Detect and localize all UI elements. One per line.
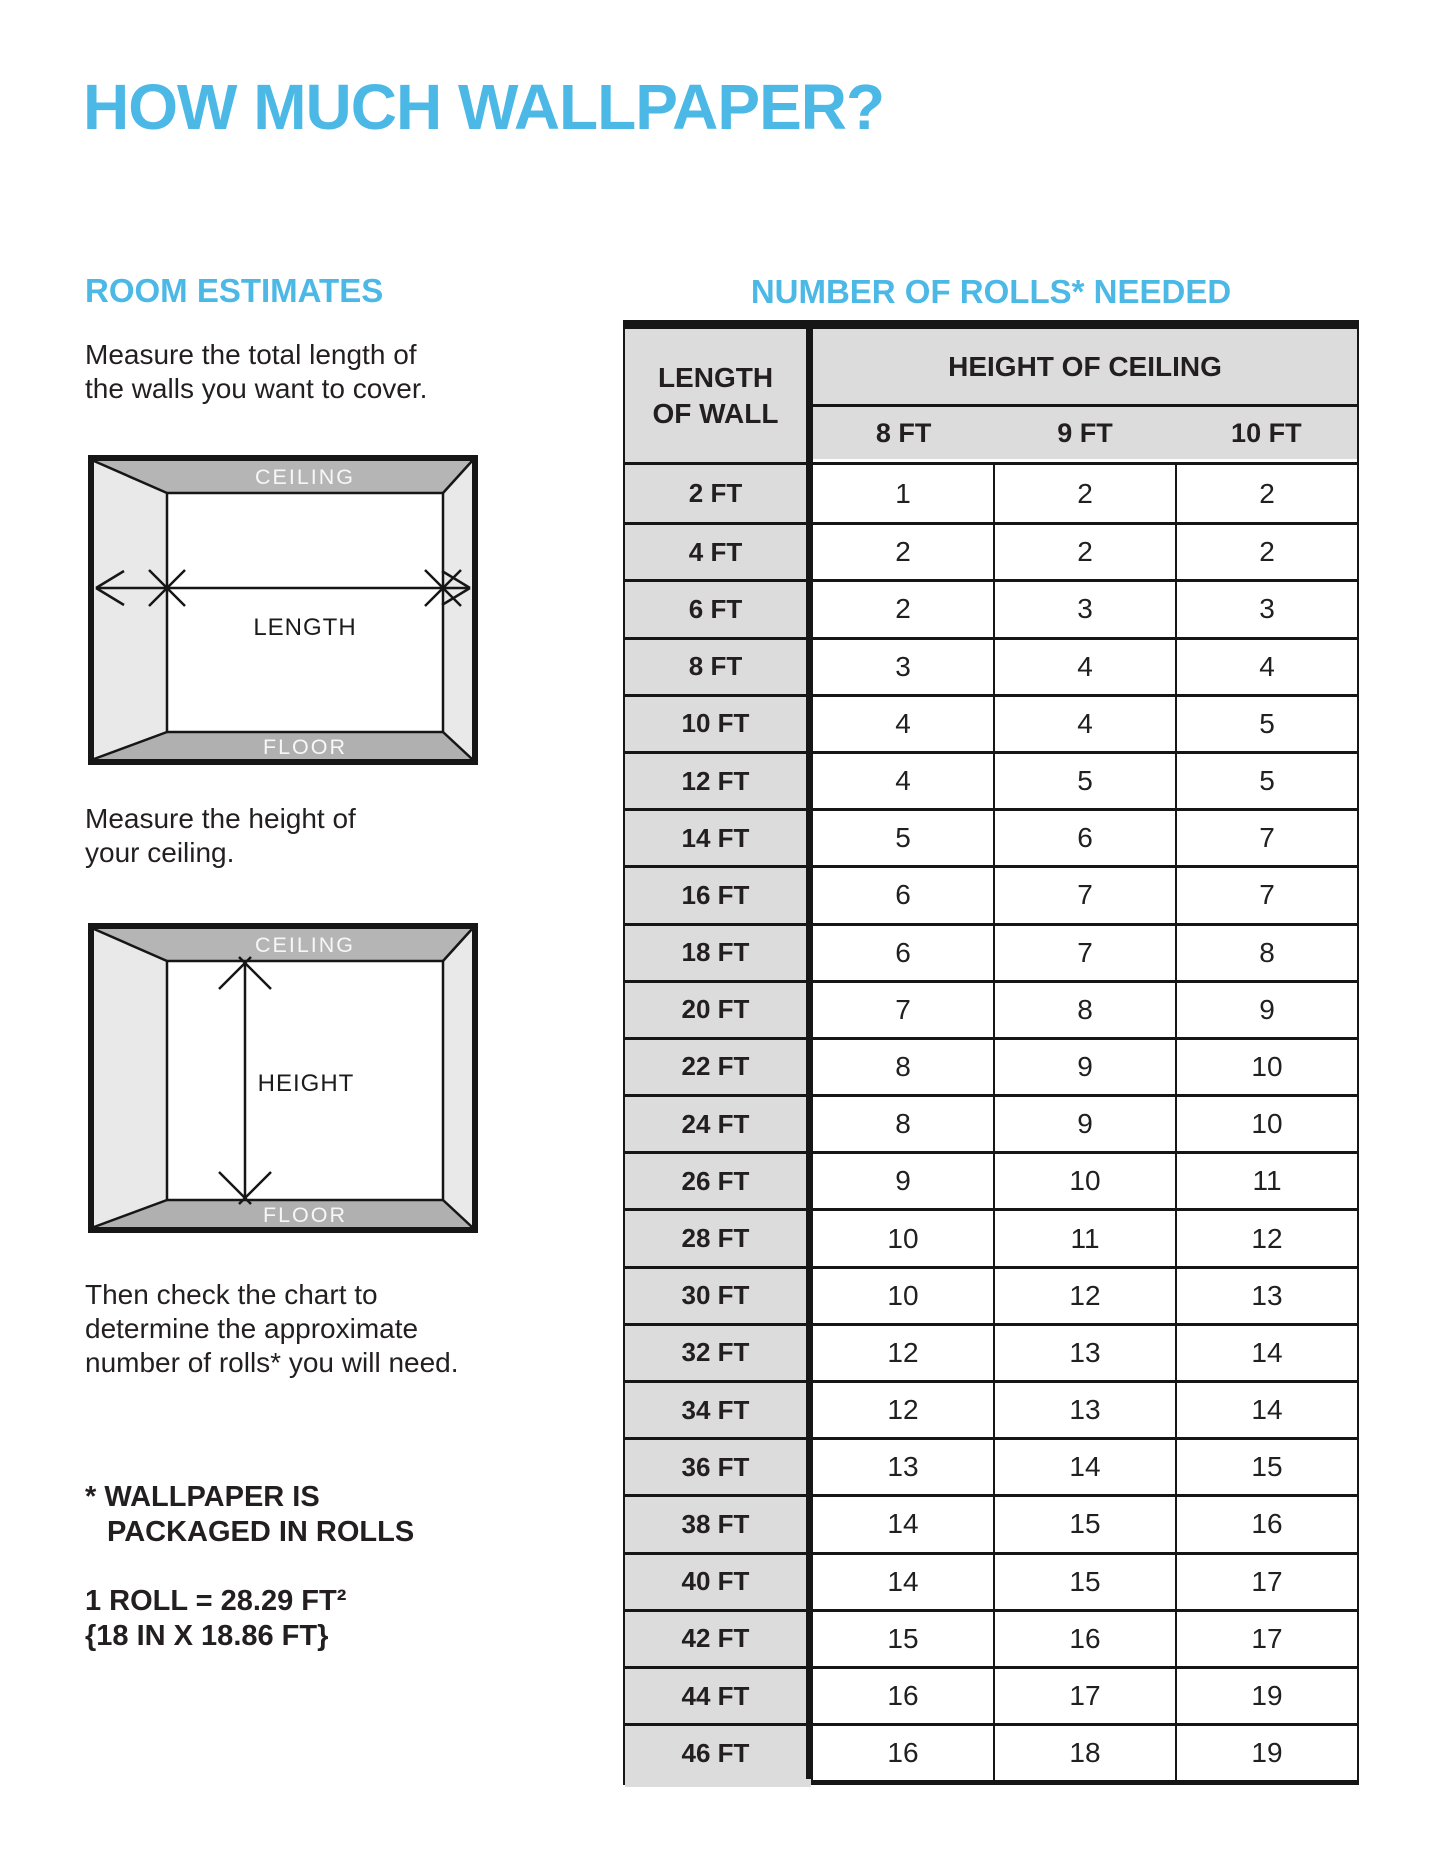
table-row: [625, 1094, 1357, 1151]
rolls-value-cell: 5: [993, 754, 1175, 808]
rolls-value-cell: 2: [1175, 525, 1357, 579]
rolls-value-cell: 12: [1175, 1211, 1357, 1265]
rolls-value-cell: 13: [887, 1451, 919, 1483]
rolls-value-cell: 2: [993, 465, 1175, 522]
wall-length-cell: 46 FT: [625, 1726, 813, 1780]
wall-length-cell: 32 FT: [625, 1326, 813, 1380]
paragraph-line: the walls you want to cover.: [85, 373, 428, 404]
wall-length-cell: 12 FT: [625, 754, 813, 808]
rolls-value-cell: 9: [993, 1040, 1175, 1094]
measure-height-paragraph: [85, 802, 356, 870]
table-row: [625, 865, 1357, 922]
height-of-ceiling-header: HEIGHT OF CEILING: [813, 329, 1357, 407]
room-height-diagram: [88, 923, 478, 1233]
ceiling-label: CEILING: [254, 933, 356, 957]
rolls-value-cell: 4: [895, 707, 911, 739]
table-row: [625, 1437, 1357, 1494]
rolls-value-cell: 2: [895, 593, 911, 625]
header-line: OF WALL: [652, 397, 779, 429]
table-body: [623, 462, 1359, 1785]
rolls-value-cell: 19: [1175, 1669, 1357, 1723]
column-header-10ft: 10 FT: [1231, 417, 1302, 448]
wall-length-cell: 34 FT: [625, 1383, 813, 1437]
table-row: [625, 694, 1357, 751]
rolls-value-cell: 3: [993, 582, 1175, 636]
height-label: HEIGHT: [257, 1070, 355, 1097]
wall-length-cell: 36 FT: [625, 1440, 813, 1494]
rolls-value-cell: 19: [1175, 1726, 1357, 1780]
table-row: [625, 923, 1357, 980]
wall-length-cell: 4 FT: [625, 525, 813, 579]
rolls-value-cell: 2: [993, 525, 1175, 579]
table-row: [625, 1723, 1357, 1780]
paragraph-line: determine the approximate: [85, 1313, 419, 1344]
rolls-value-cell: 6: [895, 879, 911, 911]
back-wall-panel: [167, 493, 443, 732]
wall-length-cell: 44 FT: [625, 1669, 813, 1723]
rolls-value-cell: 11: [993, 1211, 1175, 1265]
wall-length-cell: 42 FT: [625, 1612, 813, 1666]
rolls-value-cell: 3: [895, 650, 911, 682]
rolls-value-cell: 9: [1175, 983, 1357, 1037]
rolls-value-cell: 10: [887, 1279, 919, 1311]
rolls-value-cell: 16: [993, 1612, 1175, 1666]
rolls-value-cell: 7: [993, 926, 1175, 980]
table-header: [623, 329, 1359, 462]
column-header-8ft: 8 FT: [875, 417, 932, 448]
rolls-value-cell: 10: [1175, 1040, 1357, 1094]
table-row: [625, 1494, 1357, 1551]
wall-length-cell: 40 FT: [625, 1555, 813, 1609]
table-row: [625, 1552, 1357, 1609]
rolls-value-cell: 8: [895, 1108, 911, 1140]
table-row: [625, 1037, 1357, 1094]
table-bottom-tab: [625, 1779, 811, 1787]
rolls-value-cell: 14: [887, 1565, 919, 1597]
wall-length-cell: 8 FT: [625, 640, 813, 694]
rolls-value-cell: 4: [895, 765, 911, 797]
rolls-value-cell: 13: [993, 1383, 1175, 1437]
table-row: [625, 1208, 1357, 1265]
rolls-value-cell: 12: [887, 1336, 919, 1368]
rolls-value-cell: 13: [1175, 1269, 1357, 1323]
rolls-value-cell: 12: [887, 1394, 919, 1426]
rolls-value-cell: 17: [1175, 1612, 1357, 1666]
rolls-value-cell: 15: [1175, 1440, 1357, 1494]
rolls-value-cell: 12: [993, 1269, 1175, 1323]
table-row: [625, 980, 1357, 1037]
rolls-value-cell: 15: [993, 1555, 1175, 1609]
rolls-value-cell: 8: [993, 983, 1175, 1037]
rolls-value-cell: 7: [1175, 868, 1357, 922]
wall-length-cell: 20 FT: [625, 983, 813, 1037]
floor-label: FLOOR: [262, 735, 348, 759]
rolls-value-cell: 10: [993, 1154, 1175, 1208]
table-row: [625, 1151, 1357, 1208]
rolls-table: [623, 320, 1359, 1785]
rolls-value-cell: 11: [1175, 1154, 1357, 1208]
rolls-value-cell: 14: [1175, 1383, 1357, 1437]
rolls-value-cell: 8: [895, 1050, 911, 1082]
room-length-diagram: [88, 455, 478, 765]
page-title: HOW MUCH WALLPAPER?: [83, 71, 885, 143]
ceiling-header-group: [813, 329, 1357, 462]
table-row: [625, 808, 1357, 865]
wall-length-cell: 38 FT: [625, 1497, 813, 1551]
rolls-value-cell: 2: [1175, 465, 1357, 522]
rolls-value-cell: 4: [993, 697, 1175, 751]
table-row: [625, 751, 1357, 808]
rolls-value-cell: 4: [993, 640, 1175, 694]
roll-size-note: [85, 1584, 346, 1654]
check-chart-paragraph: [85, 1278, 459, 1380]
rolls-value-cell: 17: [993, 1669, 1175, 1723]
wall-length-cell: 2 FT: [625, 465, 813, 522]
measure-length-paragraph: [85, 338, 427, 406]
rolls-value-cell: 1: [895, 477, 911, 509]
table-row: [625, 637, 1357, 694]
right-wall-panel: [443, 929, 472, 1227]
table-row: [625, 1609, 1357, 1666]
wall-length-cell: 6 FT: [625, 582, 813, 636]
rolls-value-cell: 5: [1175, 697, 1357, 751]
footnote-line: * WALLPAPER IS: [85, 1481, 320, 1513]
rolls-value-cell: 16: [1175, 1497, 1357, 1551]
rolls-value-cell: 7: [993, 868, 1175, 922]
footnote-line: PACKAGED IN ROLLS: [107, 1516, 415, 1548]
roll-dimensions: {18 IN X 18.86 FT}: [85, 1620, 329, 1652]
table-row: [625, 522, 1357, 579]
wall-length-cell: 16 FT: [625, 868, 813, 922]
rolls-value-cell: 6: [993, 811, 1175, 865]
ceiling-height-subheaders: [813, 407, 1357, 459]
rolls-value-cell: 15: [887, 1622, 919, 1654]
rolls-value-cell: 10: [1175, 1097, 1357, 1151]
rolls-value-cell: 7: [1175, 811, 1357, 865]
rolls-value-cell: 17: [1175, 1555, 1357, 1609]
paragraph-line: Then check the chart to: [85, 1279, 378, 1310]
wall-length-cell: 10 FT: [625, 697, 813, 751]
length-of-wall-header: [625, 329, 813, 462]
wall-length-cell: 22 FT: [625, 1040, 813, 1094]
rolls-value-cell: 4: [1175, 640, 1357, 694]
wallpaper-rolls-footnote: [85, 1480, 414, 1550]
rolls-value-cell: 18: [993, 1726, 1175, 1780]
wall-length-cell: 14 FT: [625, 811, 813, 865]
rolls-value-cell: 3: [1175, 582, 1357, 636]
header-line: LENGTH: [657, 361, 774, 393]
paragraph-line: your ceiling.: [85, 837, 235, 868]
rolls-value-cell: 9: [895, 1165, 911, 1197]
rolls-value-cell: 14: [1175, 1326, 1357, 1380]
rolls-value-cell: 2: [895, 536, 911, 568]
rolls-value-cell: 15: [993, 1497, 1175, 1551]
rolls-value-cell: 14: [887, 1508, 919, 1540]
wall-length-cell: 28 FT: [625, 1211, 813, 1265]
rolls-value-cell: 13: [993, 1326, 1175, 1380]
rolls-value-cell: 6: [895, 936, 911, 968]
ceiling-label: CEILING: [254, 465, 356, 489]
table-row: [625, 1323, 1357, 1380]
floor-label: FLOOR: [262, 1203, 348, 1227]
paragraph-line: Measure the height of: [85, 803, 356, 834]
rolls-value-cell: 10: [887, 1222, 919, 1254]
paragraph-line: number of rolls* you will need.: [85, 1347, 459, 1378]
right-wall-panel: [443, 461, 472, 759]
table-row: [625, 579, 1357, 636]
rolls-value-cell: 16: [887, 1680, 919, 1712]
paragraph-line: Measure the total length of: [85, 339, 417, 370]
wall-length-cell: 26 FT: [625, 1154, 813, 1208]
wall-length-cell: 24 FT: [625, 1097, 813, 1151]
rolls-value-cell: 9: [993, 1097, 1175, 1151]
rolls-value-cell: 14: [993, 1440, 1175, 1494]
rolls-value-cell: 5: [1175, 754, 1357, 808]
wall-length-cell: 30 FT: [625, 1269, 813, 1323]
rolls-value-cell: 16: [887, 1737, 919, 1769]
roll-equation: 1 ROLL = 28.29 FT²: [85, 1585, 347, 1617]
rolls-value-cell: 5: [895, 822, 911, 854]
wall-length-cell: 18 FT: [625, 926, 813, 980]
left-wall-panel: [94, 461, 167, 759]
left-wall-panel: [94, 929, 167, 1227]
table-row: [625, 1266, 1357, 1323]
column-header-9ft: 9 FT: [1057, 417, 1113, 448]
table-top-border: [623, 320, 1359, 329]
rolls-value-cell: 7: [895, 993, 911, 1025]
rolls-needed-heading: NUMBER OF ROLLS* NEEDED: [750, 273, 1232, 310]
length-label: LENGTH: [253, 614, 357, 641]
table-row: [625, 465, 1357, 522]
rolls-value-cell: 8: [1175, 926, 1357, 980]
table-row: [625, 1666, 1357, 1723]
table-row: [625, 1380, 1357, 1437]
room-estimates-heading: ROOM ESTIMATES: [85, 272, 384, 309]
